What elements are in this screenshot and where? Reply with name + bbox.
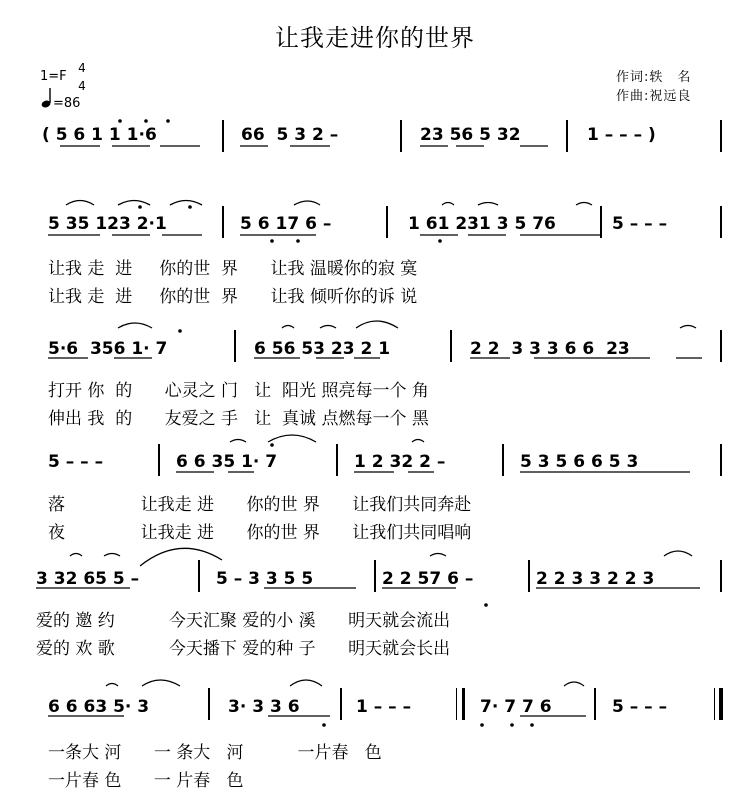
lyric-verse-1: 爱的 邀 约 今天汇聚 爱的小 溪 明天就会流出 <box>36 611 451 631</box>
lyric-verse-2: 让我 走 进 你的世 界 让我 倾听你的诉 说 <box>48 287 418 307</box>
lyric-verse-2: 伸出 我 的 友爱之 手 让 真诚 点燃每一个 黑 <box>48 409 429 429</box>
measure-23-notes: 7· 7 7 6 <box>480 697 552 717</box>
measure-22-notes: 1 – – – <box>356 697 412 717</box>
measure-5-notes: 5 35 123 2·1 <box>48 214 167 234</box>
measure-18-notes: 2 2 57 6 – <box>382 569 474 589</box>
lyric-verse-1: 落 让我走 进 你的世 界 让我们共同奔赴 <box>48 495 472 515</box>
composer-credit: 作曲:祝远良 <box>616 89 692 104</box>
lyric-verse-2: 一片春 色 一 片春 色 <box>48 771 244 791</box>
measure-4-notes: 1 – – – ) <box>587 125 656 145</box>
lyric-verse-2: 夜 让我走 进 你的世 界 让我们共同唱响 <box>48 523 472 543</box>
measure-8-notes: 5 – – – <box>612 214 668 234</box>
lyricist-credit: 作词:轶 名 <box>616 70 692 85</box>
time-signature-top: 4 <box>78 61 86 75</box>
measure-7-notes: 1 61 231 3 5 76 <box>408 214 556 234</box>
measure-15-notes: 5 3 5 6 6 5 3 <box>520 452 639 472</box>
measure-10-notes: 6 56 53 23 2 1 <box>254 339 391 359</box>
measure-12-notes: 5 – – – <box>48 452 104 472</box>
measure-1-notes: ( 5 6 1 1 1·6 <box>42 125 157 145</box>
measure-20-notes: 6 6 63 5· 3 <box>48 697 150 717</box>
measure-16-notes: 3 32 65 5 – <box>36 569 140 589</box>
measure-2-notes: 66 5 3 2 – <box>241 125 339 145</box>
tempo-marking: =86 <box>53 96 81 111</box>
time-signature-bottom: 4 <box>78 79 86 93</box>
lyric-verse-1: 打开 你 的 心灵之 门 让 阳光 照亮每一个 角 <box>48 381 429 401</box>
measure-24-notes: 5 – – – <box>612 697 668 717</box>
measure-14-notes: 1 2 32 2 – <box>354 452 446 472</box>
song-title: 让我走进你的世界 <box>275 24 475 52</box>
measure-17-notes: 5 – 3 3 5 5 <box>216 569 314 589</box>
key-signature: 1=F <box>40 69 67 84</box>
measure-3-notes: 23 56 5 32 <box>420 125 521 145</box>
measure-9-notes: 5·6 356 1· 7 <box>48 339 168 359</box>
lyric-verse-1: 一条大 河 一 条大 河 一片春 色 <box>48 743 382 763</box>
measure-19-notes: 2 2 3 3 2 2 3 <box>536 569 655 589</box>
lyric-verse-1: 让我 走 进 你的世 界 让我 温暖你的寂 寞 <box>48 259 418 279</box>
measure-21-notes: 3· 3 3 6 <box>228 697 300 717</box>
measure-11-notes: 2 2 3 3 3 6 6 23 <box>470 339 630 359</box>
lyric-verse-2: 爱的 欢 歌 今天播下 爱的种 子 明天就会长出 <box>36 639 451 659</box>
measure-13-notes: 6 6 35 1· 7 <box>176 452 278 472</box>
measure-6-notes: 5 6 17 6 – <box>240 214 332 234</box>
